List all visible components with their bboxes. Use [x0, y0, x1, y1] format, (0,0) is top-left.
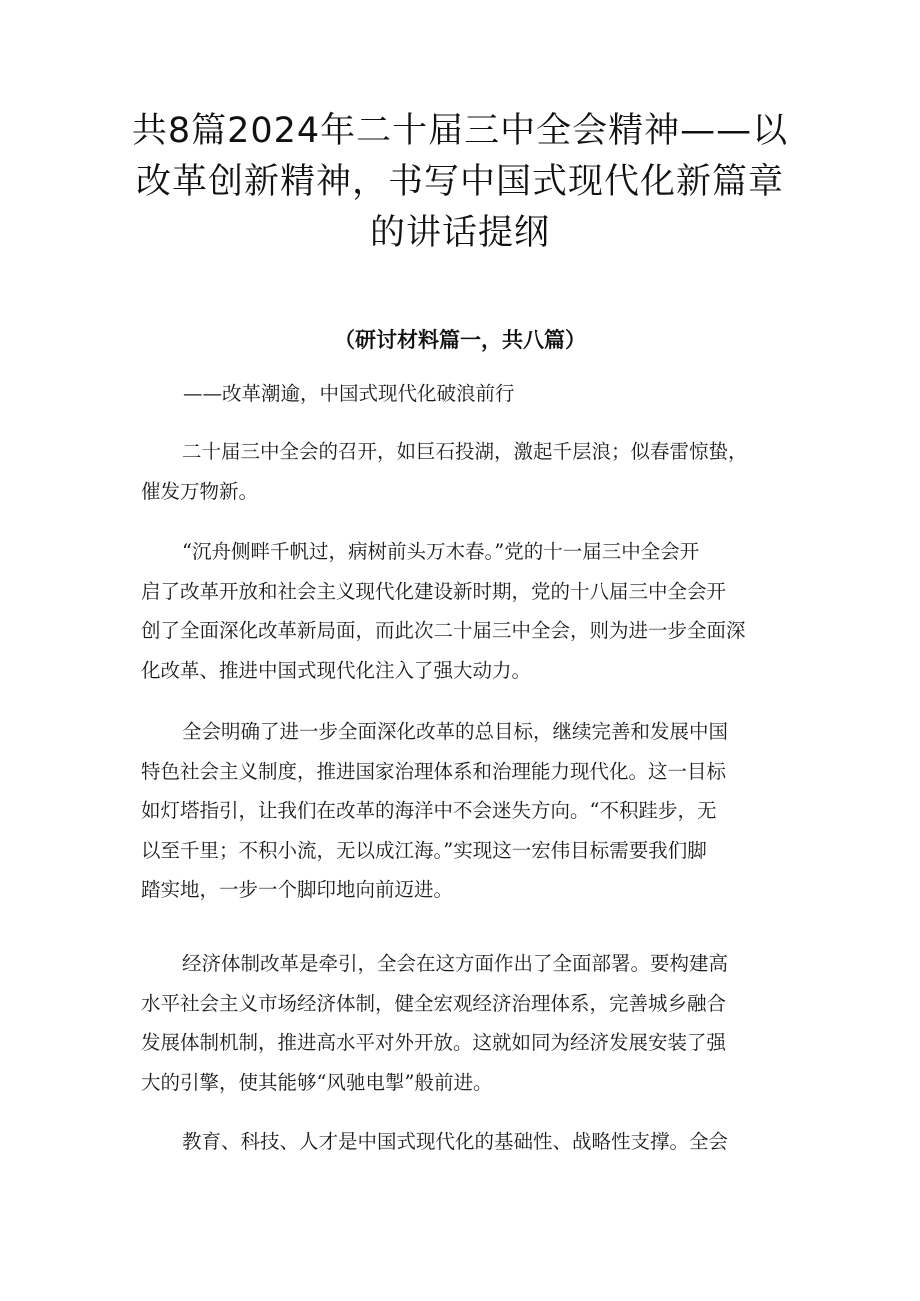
- document-title: [110, 106, 810, 259]
- body-paragraph: [141, 944, 801, 1102]
- paragraph-line: 水平社会主义市场经济体制，健全宏观经济治理体系，完善城乡融合: [141, 991, 727, 1015]
- paragraph-line: 启了改革开放和社会主义现代化建设新时期，党的十八届三中全会开: [141, 579, 727, 603]
- paragraph-line: 催发万物新。: [141, 479, 259, 503]
- body-paragraph: [141, 532, 801, 690]
- paragraph-line: 创了全面深化改革新局面，而此次二十届三中全会，则为进一步全面深: [141, 619, 746, 642]
- paragraph-line: 特色社会主义制度，推进国家治理体系和治理能力现代化。这一目标: [141, 759, 727, 783]
- title-line: 共8篇2024年二十届三中全会精神——以: [131, 111, 789, 151]
- body-paragraph: [141, 712, 801, 910]
- paragraph-line: 以至千里；不积小流，无以成江海。”实现这一宏伟目标需要我们脚: [141, 838, 707, 862]
- paragraph-line: 经济体制改革是牵引，全会在这方面作出了全面部署。要构建高: [182, 952, 729, 975]
- title-line: 的讲话提纲: [369, 213, 550, 253]
- paragraph-line: 如灯塔指引，让我们在改革的海洋中不会迷失方向。“不积跬步，无: [141, 799, 717, 822]
- epigraph: ——改革潮逾，中国式现代化破浪前行: [183, 382, 515, 405]
- title-line: 改革创新精神，书写中国式现代化新篇章: [135, 162, 784, 202]
- paragraph-line: 教育、科技、人才是中国式现代化的基础性、战略性支撑。全会: [182, 1130, 729, 1153]
- body-paragraph: [141, 1122, 801, 1162]
- paragraph-line: 发展体制机制，推进高水平对外开放。这就如同为经济发展安装了强: [141, 1031, 727, 1054]
- paragraph-line: 踏实地，一步一个脚印地向前迈进。: [141, 878, 454, 901]
- paragraph-line: 全会明确了进一步全面深化改革的总目标，继续完善和发展中国: [182, 720, 729, 743]
- paragraph-line: 大的引擎，使其能够“风驰电掣”般前进。: [141, 1070, 493, 1094]
- paragraph-line: 化改革、推进中国式现代化注入了强大动力。: [141, 658, 532, 682]
- paragraph-line: “沉舟侧畔千帆过，病树前头万木春。”党的十一届三中全会开: [182, 540, 700, 563]
- document-subtitle: （研讨材料篇一，共八篇）: [334, 328, 586, 352]
- paragraph-line: 二十届三中全会的召开，如巨石投湖，激起千层浪；似春雷惊蛰，: [182, 440, 748, 463]
- body-paragraph: [141, 432, 801, 511]
